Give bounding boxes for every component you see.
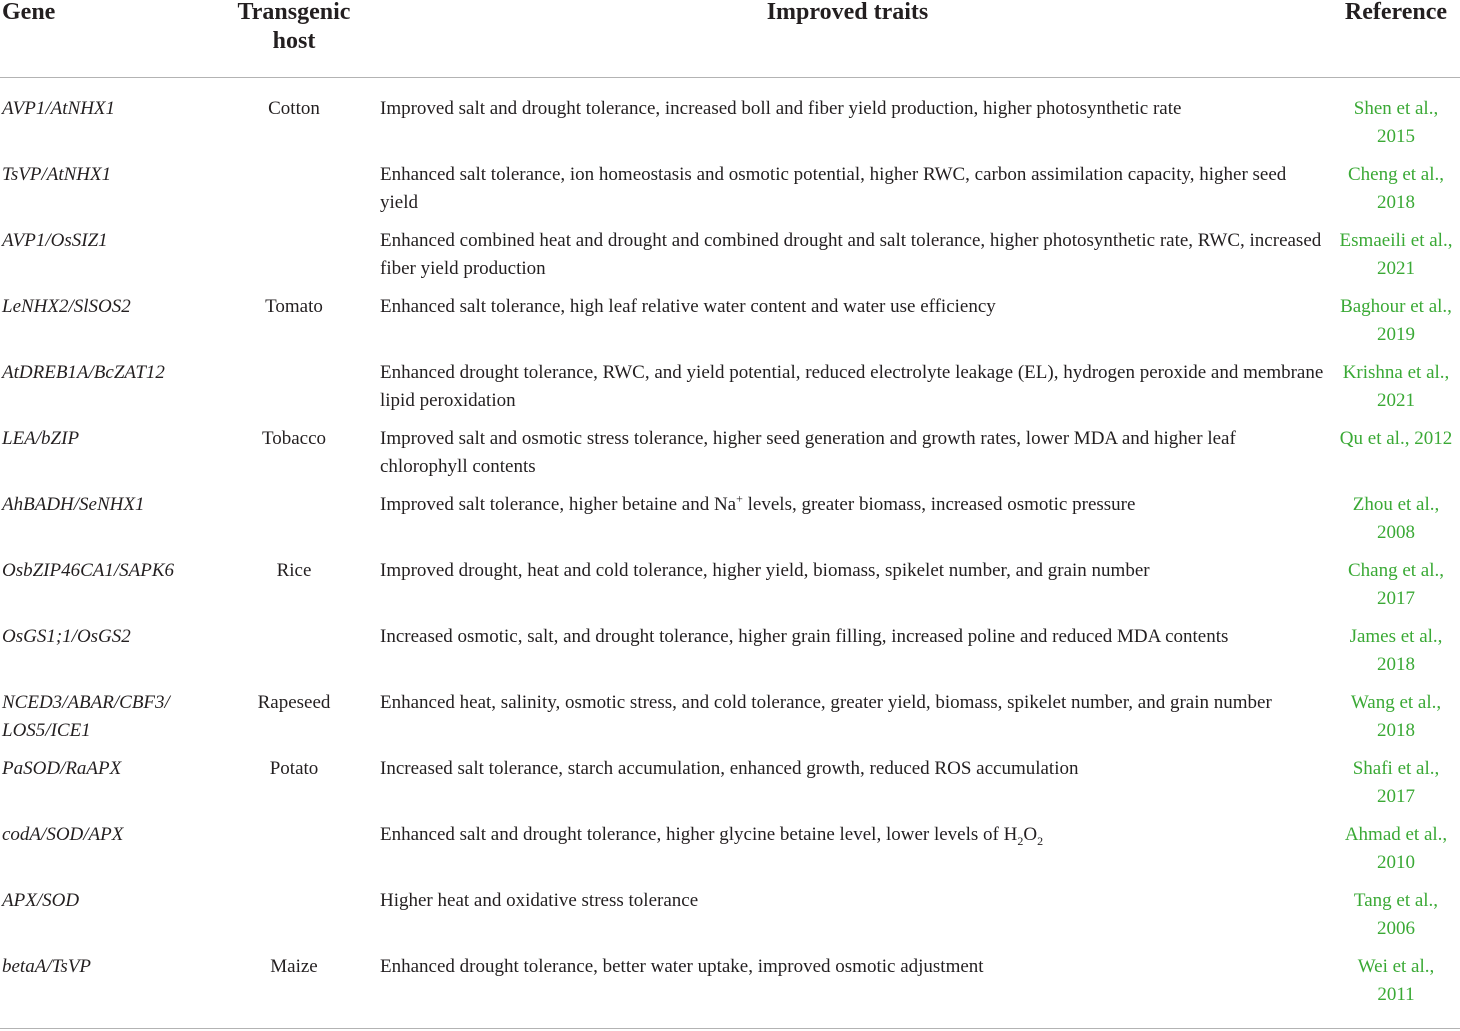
reference-authors: Chang et al.,: [1347, 560, 1445, 581]
table-row: [0, 689, 1460, 755]
reference-link[interactable]: [1332, 293, 1460, 349]
reference-year: 2017: [1377, 786, 1415, 807]
table-row: [0, 359, 1460, 425]
reference-year: 2011: [1377, 984, 1415, 1005]
traits-cell: Higher heat and oxidative stress tolerance: [380, 890, 699, 911]
gene-cell: OsbZIP46CA1/SAPK6: [2, 560, 175, 581]
reference-link[interactable]: [1332, 887, 1460, 943]
reference-link[interactable]: [1332, 821, 1460, 877]
traits-cell: Increased salt tolerance, starch accumulation, enhanced growth, reduced ROS accumulation: [380, 758, 1079, 779]
gene-cell: TsVP/AtNHX1: [2, 164, 112, 185]
header-reference: Reference: [1344, 0, 1448, 25]
host-cell: Tomato: [265, 296, 323, 317]
reference-authors: Krishna et al.,: [1342, 362, 1450, 383]
traits-cell: Enhanced salt tolerance, high leaf relative water content and water use efficiency: [380, 296, 996, 317]
gene-cell: AVP1/AtNHX1: [2, 98, 116, 119]
host-cell: Tobacco: [261, 428, 327, 449]
reference-year: 2010: [1377, 852, 1415, 873]
table-row: [0, 425, 1460, 491]
reference-authors: Shafi et al.,: [1352, 758, 1440, 779]
reference-link[interactable]: [1332, 359, 1460, 415]
traits-cell: [380, 491, 1325, 519]
traits-cell: Enhanced drought tolerance, better water uptake, improved osmotic adjustment: [380, 956, 984, 977]
gene-cell: AVP1/OsSIZ1: [2, 230, 108, 251]
reference-authors: James et al.,: [1349, 626, 1443, 647]
table-row: [0, 293, 1460, 359]
reference-authors: Shen et al.,: [1353, 98, 1439, 119]
table-row: [0, 755, 1460, 821]
gene-cell: LeNHX2/SlSOS2: [2, 296, 131, 317]
reference-link[interactable]: [1332, 755, 1460, 811]
gene-line: LOS5/ICE1: [2, 720, 91, 741]
reference-link[interactable]: [1332, 623, 1460, 679]
gene-cell: APX/SOD: [2, 890, 80, 911]
host-cell: Cotton: [268, 98, 320, 119]
reference-link[interactable]: [1332, 689, 1460, 745]
host-cell: Rapeseed: [257, 692, 331, 713]
reference-year: 2018: [1377, 654, 1415, 675]
reference-authors: Tang et al.,: [1353, 890, 1439, 911]
gene-cell: betaA/TsVP: [2, 956, 92, 977]
gene-cell: AtDREB1A/BcZAT12: [2, 362, 165, 383]
reference-year: 2018: [1377, 720, 1415, 741]
reference-link[interactable]: [1332, 161, 1460, 217]
reference-year: 2021: [1377, 390, 1415, 411]
gene-line: NCED3/ABAR/CBF3/: [2, 692, 170, 713]
reference-year: 2019: [1377, 324, 1415, 345]
reference-year: 2015: [1377, 126, 1415, 147]
table-row: [0, 887, 1460, 953]
header-host-line1: Transgenic: [237, 0, 351, 25]
reference-authors: Ahmad et al.,: [1344, 824, 1448, 845]
gene-cell: PaSOD/RaAPX: [2, 758, 122, 779]
reference-link[interactable]: [1332, 425, 1460, 453]
reference-link[interactable]: [1332, 953, 1460, 1009]
reference-link[interactable]: [1332, 95, 1460, 151]
header-host-line2: host: [272, 28, 316, 54]
reference-year: 2006: [1377, 918, 1415, 939]
reference-authors: Baghour et al.,: [1340, 296, 1452, 317]
traits-cell: Enhanced salt tolerance, ion homeostasis and osmotic potential, higher RWC, carbon assimilation capacity, higher seed yield: [380, 164, 1287, 213]
traits-cell: Improved salt and drought tolerance, increased boll and fiber yield production, higher photosynthetic rate: [380, 98, 1182, 119]
reference-link[interactable]: [1332, 557, 1460, 613]
table-row: [0, 161, 1460, 227]
header-transgenic-host: [214, 0, 374, 56]
traits-text: Improved salt tolerance, higher betaine and Na: [380, 494, 737, 515]
gene-cell: OsGS1;1/OsGS2: [2, 626, 131, 647]
gene-cell: AhBADH/SeNHX1: [2, 494, 145, 515]
table-row: [0, 95, 1460, 161]
gene-cell: [2, 689, 207, 745]
traits-text: O: [1023, 824, 1038, 845]
reference-year: 2008: [1377, 522, 1415, 543]
table-header: [0, 0, 1460, 78]
reference-authors: Esmaeili et al.,: [1339, 230, 1453, 251]
reference-authors: Cheng et al.,: [1347, 164, 1445, 185]
traits-text: Enhanced salt and drought tolerance, higher glycine betaine level, lower levels of H: [380, 824, 1018, 845]
traits-cell: [380, 821, 1325, 849]
reference-authors: Wang et al.,: [1350, 692, 1442, 713]
traits-cell: Enhanced drought tolerance, RWC, and yield potential, reduced electrolyte leakage (EL), hydrogen peroxide and membrane lipid peroxidation: [380, 362, 1324, 411]
subscript-2: 2: [1017, 833, 1024, 848]
subscript-2: 2: [1037, 833, 1044, 848]
table-row: [0, 623, 1460, 689]
reference-authors: Zhou et al.,: [1352, 494, 1440, 515]
gene-cell: codA/SOD/APX: [2, 824, 124, 845]
host-cell: Maize: [270, 956, 318, 977]
reference-authors: Wei et al.,: [1357, 956, 1435, 977]
gene-cell: LEA/bZIP: [2, 428, 80, 449]
reference-link[interactable]: [1332, 227, 1460, 283]
traits-cell: Improved drought, heat and cold tolerance, higher yield, biomass, spikelet number, and grain number: [380, 560, 1150, 581]
host-cell: Potato: [269, 758, 319, 779]
reference-year: 2017: [1377, 588, 1415, 609]
superscript-plus: +: [736, 491, 743, 506]
traits-text: levels, greater biomass, increased osmotic pressure: [742, 494, 1136, 515]
reference-link[interactable]: [1332, 491, 1460, 547]
header-improved-traits: Improved traits: [766, 0, 929, 25]
reference-authors: Qu et al., 2012: [1339, 428, 1453, 449]
table-row: [0, 953, 1460, 1019]
traits-cell: Increased osmotic, salt, and drought tolerance, higher grain filling, increased poline and reduced MDA contents: [380, 626, 1229, 647]
table-row: [0, 557, 1460, 623]
table-row: [0, 491, 1460, 557]
table-bottom-rule: [0, 1028, 1460, 1029]
table-row: [0, 821, 1460, 887]
traits-cell: Enhanced heat, salinity, osmotic stress, and cold tolerance, greater yield, biomass, spikelet number, and grain number: [380, 692, 1272, 713]
header-gene: Gene: [2, 0, 56, 25]
reference-year: 2021: [1377, 258, 1415, 279]
traits-cell: Improved salt and osmotic stress tolerance, higher seed generation and growth rates, lower MDA and higher leaf chlorophyll contents: [380, 428, 1236, 477]
traits-cell: Enhanced combined heat and drought and combined drought and salt tolerance, higher photosynthetic rate, RWC, increased fiber yield production: [380, 230, 1322, 279]
reference-year: 2018: [1377, 192, 1415, 213]
table-row: [0, 227, 1460, 293]
host-cell: Rice: [276, 560, 312, 581]
